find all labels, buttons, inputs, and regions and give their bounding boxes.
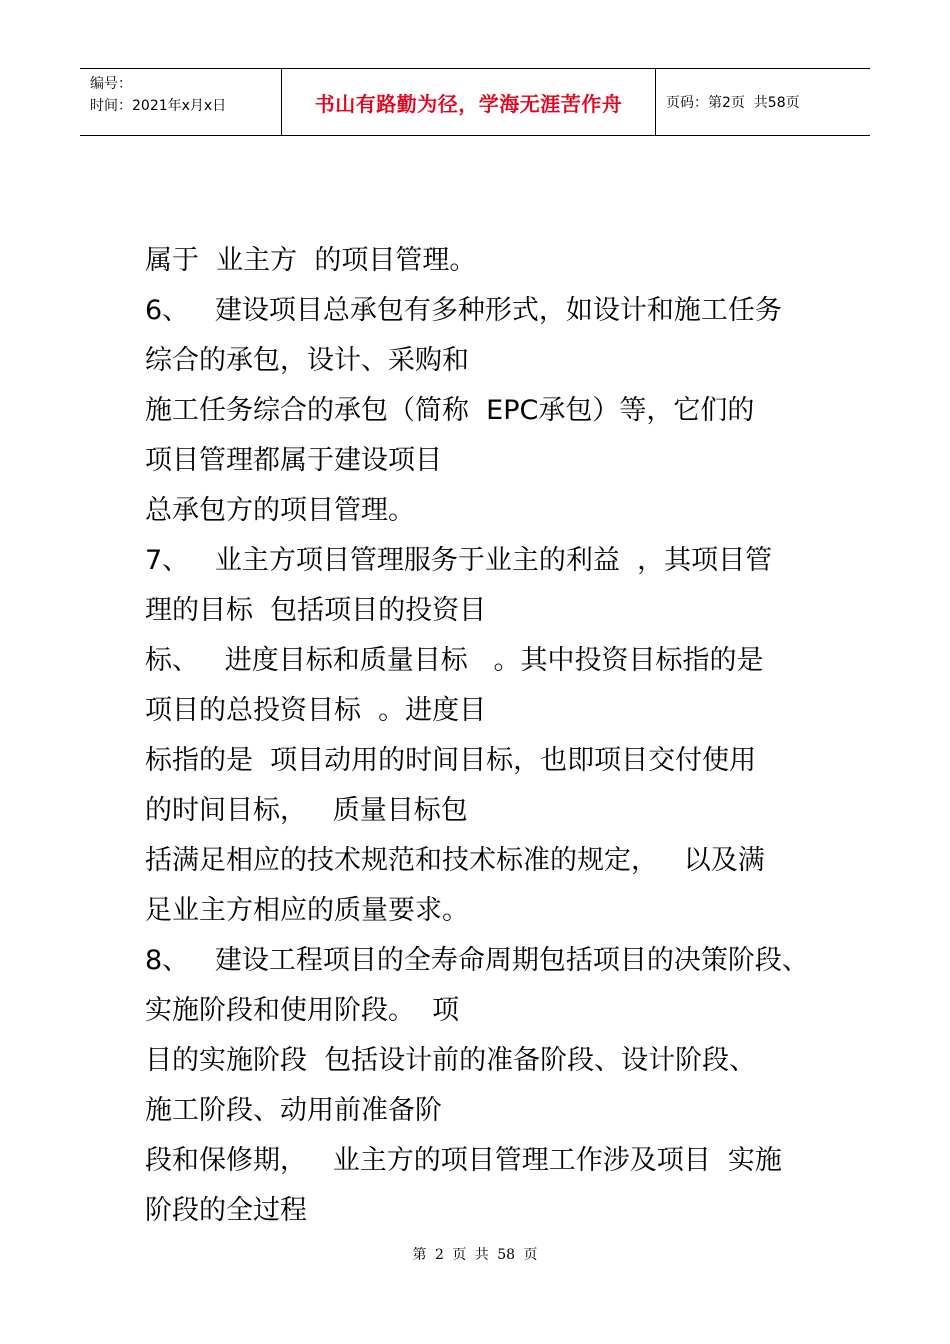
body-line: 理的目标 包括项目的投资目 (145, 595, 487, 626)
header-page-cell (656, 69, 870, 135)
body-line: 施工阶段、动用前准备阶 (145, 1095, 442, 1126)
header-info-cell (80, 69, 282, 135)
body-line: 目的实施阶段 包括设计前的准备阶段、设计阶段、 (145, 1045, 757, 1076)
body-line: 实施阶段和使用阶段。 项 (145, 995, 460, 1026)
body-line: 属于 业主方 的项目管理。 (145, 245, 477, 276)
body-line: 6、 建设项目总承包有多种形式，如设计和施工任务 (145, 295, 782, 326)
number-label: 编号： (90, 76, 132, 92)
body-line: 7、 业主方项目管理服务于业主的利益 ，其项目管 (145, 545, 773, 576)
page-footer: 第 2 页 共 58 页 (412, 1247, 538, 1263)
body-line: 足业主方相应的质量要求。 (145, 895, 469, 926)
time-label: 时间：2021年x月x日 (90, 98, 227, 114)
document-header (80, 68, 870, 136)
document-body (145, 236, 835, 1236)
body-line: 综合的承包，设计、采购和 (145, 345, 469, 376)
page-code: 页码：第2页 共58页 (666, 95, 800, 111)
body-line: 标指的是 项目动用的时间目标，也即项目交付使用 (145, 745, 757, 776)
body-line: 的时间目标， 质量目标包 (145, 795, 468, 826)
body-line: 总承包方的项目管理。 (145, 495, 415, 526)
body-line: 项目的总投资目标 。进度目 (145, 695, 487, 726)
body-line: 项目管理都属于建设项目 (145, 445, 442, 476)
body-line: 施工任务综合的承包（简称 EPC承包）等，它们的 (145, 395, 755, 426)
motto: 书山有路勤为径，学海无涯苦作舟 (282, 69, 656, 135)
body-line: 括满足相应的技术规范和技术标准的规定， 以及满 (145, 845, 765, 876)
body-line: 阶段的全过程 (145, 1195, 307, 1226)
body-line: 8、 建设工程项目的全寿命周期包括项目的决策阶段、 (145, 945, 809, 976)
body-line: 段和保修期， 业主方的项目管理工作涉及项目 实施 (145, 1145, 782, 1176)
body-line: 标、 进度目标和质量目标 。其中投资目标指的是 (145, 645, 764, 676)
